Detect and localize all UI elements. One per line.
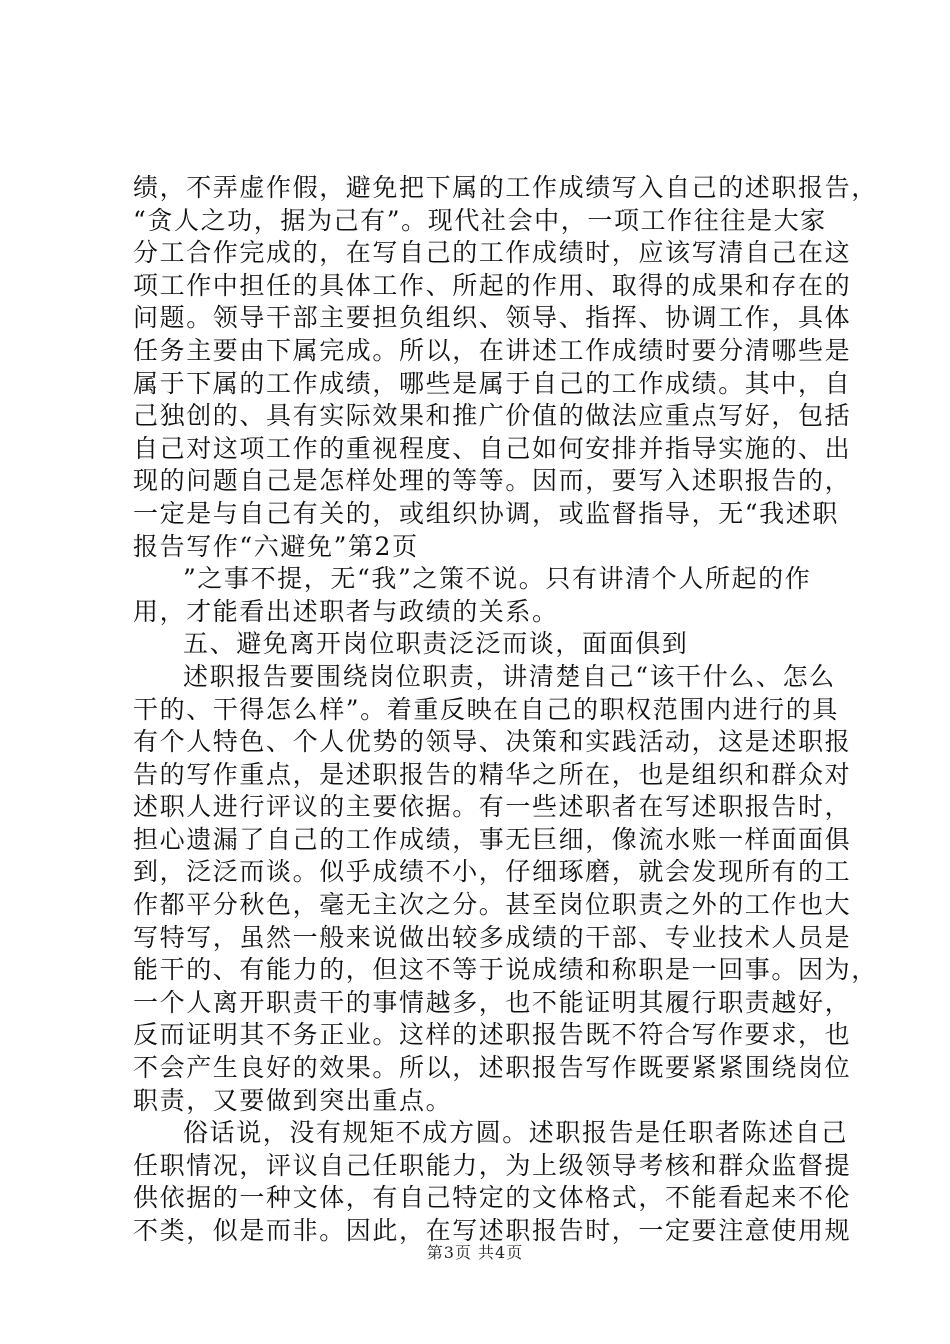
text-line: 任务主要由下属完成。所以，在讲述工作成绩时要分清哪些是 [133,335,852,365]
text-line: 干的、干得怎么样”。着重反映在自己的职权范围内进行的具 [133,694,839,724]
text-line: 一个人离开职责干的事情越多，也不能证明其履行职责越好， [133,987,852,1017]
text-line: 己独创的、具有实际效果和推广价值的做法应重点写好，包括 [133,401,852,431]
text-line: 问题。领导干部主要担负组织、领导、指挥、协调工作，具体 [133,303,852,333]
text-line: 项工作中担任的具体工作、所起的作用、取得的成果和存在的 [133,270,852,300]
text-line: 职责，又要做到突出重点。 [133,1085,453,1115]
text-line: 绩，不弄虚作假，避免把下属的工作成绩写入自己的述职报告， [133,173,878,202]
text-line: 五、避免离开岗位职责泛泛而谈，面面俱到 [183,629,689,659]
text-line: 作都平分秋色，毫无主次之分。甚至岗位职责之外的工作也大 [133,890,852,920]
page-footer: 第3页 共4页 [426,1243,524,1262]
text-line: 不类，似是而非。因此，在写述职报告时，一定要注意使用规 [133,1216,852,1245]
text-line: 担心遗漏了自己的工作成绩，事无巨细，像流水账一样面面俱 [133,824,852,854]
text-line: 俗话说，没有规矩不成方圆。述职报告是任职者陈述自己 [183,1118,849,1148]
text-line: 反而证明其不务正业。这样的述职报告既不符合写作要求，也 [133,1020,852,1050]
text-line: 到，泛泛而谈。似乎成绩不小，仔细琢磨，就会发现所有的工 [133,857,852,887]
text-line: ”之事不提，无“我”之策不说。只有讲清个人所起的作 [183,564,812,594]
text-line: 一定是与自己有关的，或组织协调，或监督指导，无“我述职 [133,498,839,528]
document-body [133,172,878,1248]
text-line: 述职人进行评议的主要依据。有一些述职者在写述职报告时， [133,792,852,822]
text-line: 有个人特色、个人优势的领导、决策和实践活动，这是述职报 [133,727,852,757]
text-line: 述职报告要围绕岗位职责，讲清楚自己“该干什么、怎么 [183,661,836,691]
text-line: “贪人之功，据为己有”。现代社会中，一项工作往往是大家 [133,205,827,235]
text-line: 不会产生良好的效果。所以，述职报告写作既要紧紧围绕岗位 [133,1053,852,1083]
text-line: 供依据的一种文体，有自己特定的文体格式，不能看起来不伦 [133,1183,852,1213]
text-line: 属于下属的工作成绩，哪些是属于自己的工作成绩。其中，自 [133,368,852,398]
text-line: 用，才能看出述职者与政绩的关系。 [133,596,559,626]
text-line: 写特写，虽然一般来说做出较多成绩的干部、专业技术人员是 [133,922,852,952]
text-line: 自己对这项工作的重视程度、自己如何安排并指导实施的、出 [133,433,852,463]
text-line: 告的写作重点，是述职报告的精华之所在，也是组织和群众对 [133,759,852,789]
text-line: 任职情况，评议自己任职能力，为上级领导考核和群众监督提 [133,1150,852,1180]
text-line: 现的问题自己是怎样处理的等等。因而，要写入述职报告的， [133,466,852,496]
text-line: 报告写作“六避免”第2页 [133,531,419,561]
text-line: 能干的、有能力的，但这不等于说成绩和称职是一回事。因为， [133,955,878,985]
text-line: 分工合作完成的，在写自己的工作成绩时，应该写清自己在这 [133,238,852,268]
